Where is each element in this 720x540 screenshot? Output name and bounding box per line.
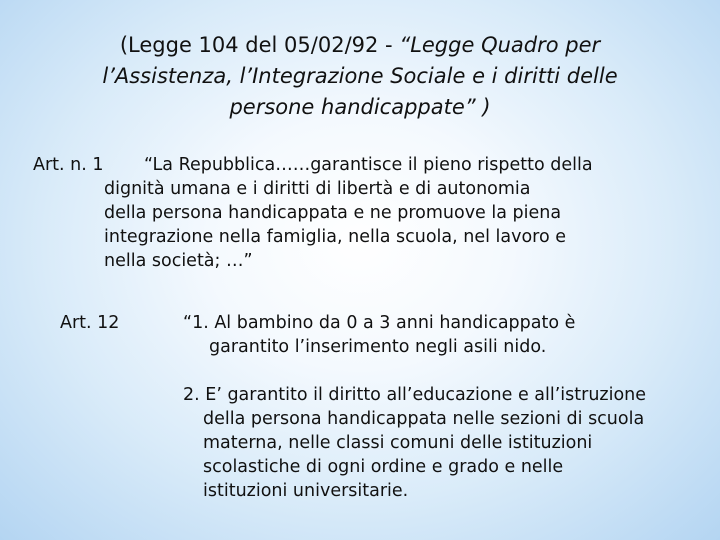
art1-line: della persona handicappata e ne promuove la piena [104,203,562,223]
art1-line: integrazione nella famiglia, nella scuola, nel lavoro e [104,227,567,247]
art1-line: “La Repubblica……garantisce il pieno rispetto della [144,155,593,175]
art1-label: Art. n. 1 [33,155,104,175]
art12-point1-line: garantito l’inserimento negli asili nido. [209,337,547,357]
art12-point2 [183,383,646,503]
art12-label: Art. 12 [60,313,120,333]
art12-point1-line: “1. Al bambino da 0 a 3 anni handicappato è [183,313,576,333]
title-law-name-part2: l’Assistenza, l’Integrazione Sociale e i diritti delle [102,64,618,88]
art12-point2-line: della persona handicappata nelle sezioni di scuola [203,409,645,429]
title-law-name-part3: persone handicappate” ) [229,95,491,119]
art1-line: dignità umana e i diritti di libertà e di autonomia [104,179,531,199]
art12-point2-line: 2. E’ garantito il diritto all’educazione e all’istruzione [183,385,647,405]
art12-point1 [183,311,575,359]
law-title [40,30,680,123]
title-law-name-part1: “Legge Quadro per [399,33,601,57]
title-law-reference: (Legge 104 del 05/02/92 - [119,33,400,57]
art12-point2-line: istituzioni universitarie. [203,481,409,501]
art1-text [104,153,674,273]
art12-point2-line: materna, nelle classi comuni delle istituzioni [203,433,593,453]
art1-line: nella società; …” [104,251,253,271]
art12-point2-line: scolastiche di ogni ordine e grado e nelle [203,457,564,477]
